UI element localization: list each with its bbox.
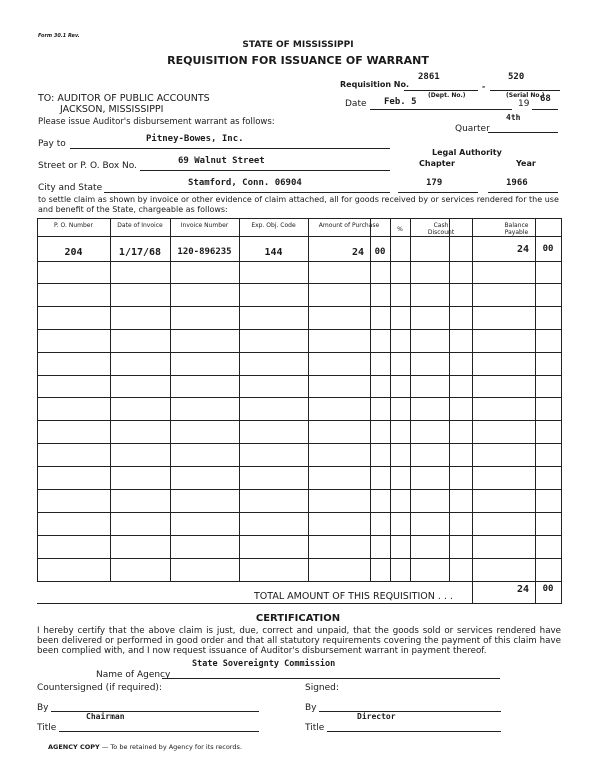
total-label: TOTAL AMOUNT OF THIS REQUISITION . . . xyxy=(254,591,453,602)
col-invoice-number: Invoice Number xyxy=(180,222,229,229)
agency-name-label: Name of Agency xyxy=(96,670,171,680)
title-label-right: Title xyxy=(305,723,325,733)
total-cents: 00 xyxy=(542,584,554,594)
to-line2: JACKSON, MISSISSIPPI xyxy=(60,104,164,115)
col-amount-of-purchase: Amount of Purchase xyxy=(318,222,380,229)
to-line1: TO: AUDITOR OF PUBLIC ACCOUNTS xyxy=(38,93,210,104)
col-po-number: P. O. Number xyxy=(54,222,93,229)
instruction-text: Please issue Auditor's disbursement warrant as follows: xyxy=(38,117,275,127)
footer-agency-copy xyxy=(48,743,242,751)
col-date-of-invoice: Date of Invoice xyxy=(117,222,163,229)
countersigned-label: Countersigned (if required): xyxy=(37,683,162,693)
pay-to-value: Pitney-Bowes, Inc. xyxy=(146,134,244,144)
row-exp-obj-code: 144 xyxy=(264,247,283,258)
certification-text: I hereby certify that the above claim is just, due, correct and unpaid, that the goods sold or services rendered have been delivered or performed in good order and that all statutory requirements covering the payment of this claim have been complied with, and I now request issuance of Auditor's disbursement warrant in payment thereof. xyxy=(37,626,561,656)
agency-name-value: State Sovereignty Commission xyxy=(192,659,336,669)
row-amount-dollars: 24 xyxy=(351,247,364,258)
street-label: Street or P. O. Box No. xyxy=(38,161,137,171)
row-date-of-invoice: 1/17/68 xyxy=(118,247,162,258)
row-balance-cents: 00 xyxy=(542,244,554,254)
col-balance-payable: Balance Payable xyxy=(504,222,529,236)
date-value: Feb. 5 xyxy=(384,97,417,107)
certification-heading: CERTIFICATION xyxy=(255,613,341,624)
signed-label: Signed: xyxy=(305,683,339,693)
legal-authority-label: Legal Authority xyxy=(432,148,502,157)
by-label-left: By xyxy=(37,703,49,713)
year-authority-value: 1966 xyxy=(506,178,528,188)
quarter-value: 4th xyxy=(506,113,521,122)
year-label: Year xyxy=(516,159,536,168)
col-percent: % xyxy=(397,226,403,233)
form-number: Form 30.1 Rev. xyxy=(38,33,80,39)
dept-no-caption: (Dept. No.) xyxy=(428,92,466,99)
left-title-value: Chairman xyxy=(86,712,125,721)
pay-to-label: Pay to xyxy=(38,139,66,149)
state-heading: STATE OF MISSISSIPPI xyxy=(242,40,354,50)
city-value: Stamford, Conn. 06904 xyxy=(188,178,302,188)
settle-claim-text: to settle claim as shown by invoice or other evidence of claim attached, all for goods received by or services rendered for the use and benefit of the State, chargeable as follows: xyxy=(38,195,559,214)
year-value: 68 xyxy=(540,94,551,104)
row-po-number: 204 xyxy=(64,247,83,258)
total-dollars: 24 xyxy=(516,584,529,595)
form-title: REQUISITION FOR ISSUANCE OF WARRANT xyxy=(167,54,429,67)
right-title-value: Director xyxy=(357,712,396,721)
serial-no-caption: (Serial No.) xyxy=(506,92,545,99)
col-cash-discount: Cash Discount xyxy=(427,222,455,236)
agency-copy-text: — To be retained by Agency for its records. xyxy=(101,743,242,751)
street-value: 69 Walnut Street xyxy=(178,156,265,166)
chapter-label: Chapter xyxy=(419,159,455,168)
row-invoice-number: 120-896235 xyxy=(177,247,232,257)
col-exp-obj-code: Exp. Obj. Code xyxy=(251,222,296,229)
title-label-left: Title xyxy=(37,723,57,733)
chapter-value: 179 xyxy=(426,178,443,188)
row-balance-dollars: 24 xyxy=(516,244,529,255)
agency-copy-label: AGENCY COPY xyxy=(48,743,100,751)
requisition-dept-no: 2861 xyxy=(418,72,440,82)
by-label-right: By xyxy=(305,703,317,713)
quarter-label: Quarter xyxy=(455,124,490,134)
row-amount-cents: 00 xyxy=(374,247,386,257)
year-prefix: 19 xyxy=(518,99,530,109)
requisition-label: Requisition No. xyxy=(340,80,410,89)
city-label: City and State xyxy=(38,183,103,193)
date-label: Date xyxy=(345,99,367,109)
requisition-serial-no: 520 xyxy=(508,72,525,82)
